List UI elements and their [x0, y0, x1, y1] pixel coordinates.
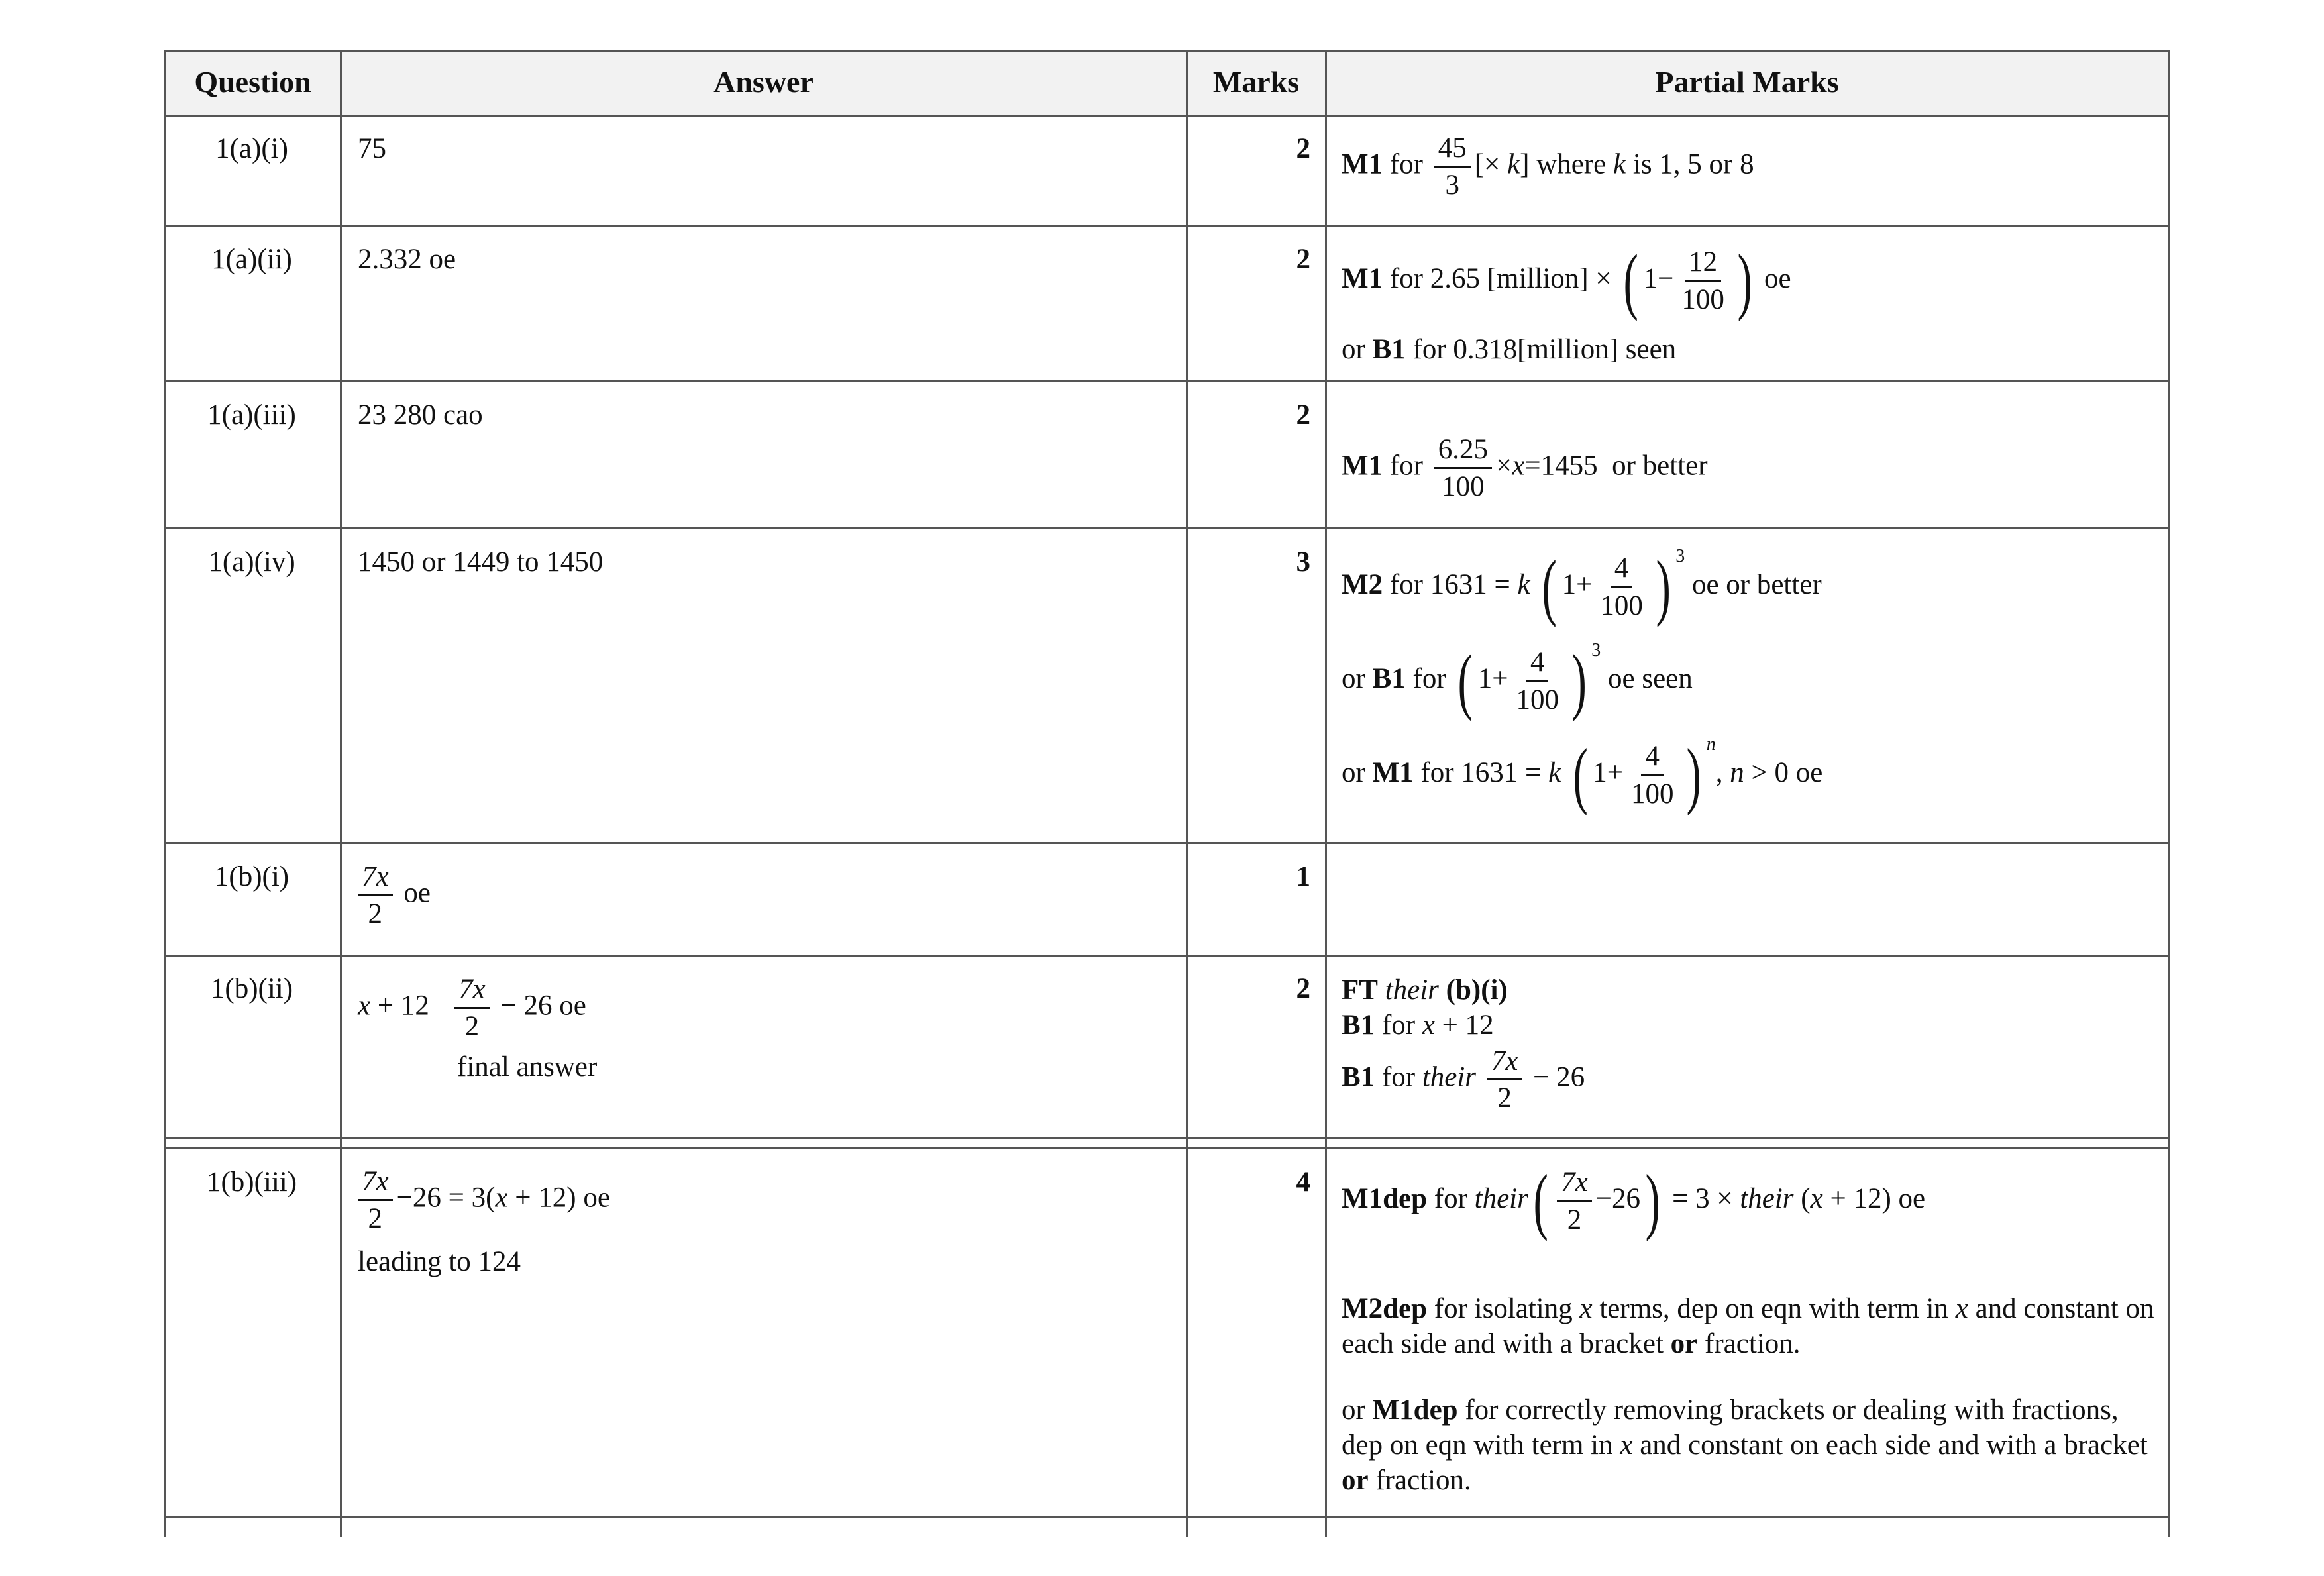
column-divider-answer	[1186, 50, 1188, 1537]
answer-text: 2.332 oe	[358, 244, 456, 275]
partial-marks-line: FT their (b)(i)	[1342, 974, 1508, 1006]
question-number: 1(a)(iii)	[207, 399, 296, 431]
marks-value: 2	[1296, 399, 1310, 431]
partial-marks-line: M1dep for their( $\frac{7x}{2}$ −26) = 3 × their (x + 12) oe	[1342, 1160, 1926, 1242]
fraction: $\frac{7x}{2}$	[358, 861, 393, 930]
fraction: $\frac{12}{100}$	[1681, 246, 1724, 315]
partial-marks-line: or B1 for 0.318[million] seen	[1342, 334, 1677, 365]
partial-marks-paragraph: M2dep for isolating x terms, dep on eqn with term in x and constant on each side and with a bracket or fraction.	[1342, 1293, 2154, 1359]
answer-text: $\frac{7x}{2}$ oe	[358, 861, 431, 930]
answer-text: x + 12 $\frac{7x}{2}$ − 26 oe	[358, 974, 586, 1043]
header-partial-marks: Partial Marks	[1655, 65, 1839, 99]
answer-note: leading to 124	[358, 1246, 521, 1277]
answer-text: 1450 or 1449 to 1450	[358, 547, 604, 578]
fraction: $\frac{6.25}{100}$	[1434, 434, 1492, 503]
partial-marks-line: B1 for x + 12	[1342, 1010, 1494, 1041]
partial-marks-line: or B1 for ( 1+ $\frac{4}{100}$ ) $^3$ oe seen	[1342, 640, 1693, 722]
partial-marks: M1 for $\frac{45}{3}$ [× k] where k is 1, 5 or 8	[1342, 132, 1754, 201]
fraction: $\frac{4}{100}$	[1516, 647, 1559, 715]
row-border	[164, 955, 2170, 957]
partial-marks-line: M2 for 1631 = k ( 1+ $\frac{4}{100}$ ) $^3$ oe or better	[1342, 546, 1822, 628]
row-border	[164, 1137, 2170, 1139]
header-marks: Marks	[1212, 65, 1300, 99]
row-border	[164, 225, 2170, 227]
question-number: 1(a)(ii)	[211, 244, 292, 275]
question-number: 1(b)(i)	[214, 861, 290, 892]
question-number: 1(b)(iii)	[206, 1167, 297, 1198]
column-divider-marks	[1325, 50, 1327, 1537]
row-border	[164, 527, 2170, 529]
marks-value: 2	[1296, 973, 1310, 1004]
answer-text: $\frac{7x}{2}$ −26 = 3(x + 12) oe	[358, 1166, 610, 1235]
answer-note: final answer	[457, 1051, 598, 1082]
row-border	[164, 380, 2170, 382]
table-border-right	[2168, 50, 2170, 1537]
row-border	[164, 50, 2170, 52]
row-border	[164, 115, 2170, 117]
column-divider-question	[340, 50, 342, 1537]
row-border	[164, 842, 2170, 844]
header-answer: Answer	[713, 65, 814, 99]
partial-marks-line: B1 for their $\frac{7x}{2}$ − 26	[1342, 1045, 1585, 1114]
fraction: $\frac{7x}{2}$	[358, 1166, 393, 1235]
answer-text: 23 280 cao	[358, 399, 483, 431]
question-number: 1(b)(ii)	[210, 973, 293, 1004]
fraction: $\frac{4}{100}$	[1630, 741, 1674, 810]
question-number: 1(a)(iv)	[208, 547, 295, 578]
fraction: $\frac{4}{100}$	[1600, 552, 1643, 621]
marks-value: 1	[1296, 861, 1310, 892]
marks-value: 2	[1296, 133, 1310, 164]
row-border	[164, 1516, 2170, 1518]
partial-marks-line: M1 for 2.65 [million] × ( 1− $\frac{12}{100}$ ) oe	[1342, 240, 1791, 322]
marks-value: 2	[1296, 244, 1310, 275]
partial-marks-paragraph: or M1dep for correctly removing brackets or dealing with fractions, dep on eqn with term in x and constant on each side and with a bracket or fraction.	[1342, 1394, 2148, 1496]
fraction: $\frac{45}{3}$	[1434, 132, 1471, 201]
partial-marks-line: or M1 for 1631 = k ( 1+ $\frac{4}{100}$ ) $^n$, n > 0 oe	[1342, 734, 1823, 816]
answer-text: 75	[358, 133, 386, 164]
row-border	[164, 1147, 2170, 1149]
fraction: $\frac{7x}{2}$	[1557, 1167, 1592, 1235]
mark-code: M1	[1342, 148, 1383, 180]
marks-value: 4	[1296, 1167, 1310, 1198]
fraction: $\frac{7x}{2}$	[454, 974, 490, 1043]
question-number: 1(a)(i)	[215, 133, 288, 164]
fraction: $\frac{7x}{2}$	[1487, 1045, 1522, 1114]
marks-value: 3	[1296, 547, 1310, 578]
partial-marks: M1 for $\frac{6.25}{100}$ ×x=1455 or better	[1342, 434, 1708, 503]
header-question: Question	[194, 65, 311, 99]
